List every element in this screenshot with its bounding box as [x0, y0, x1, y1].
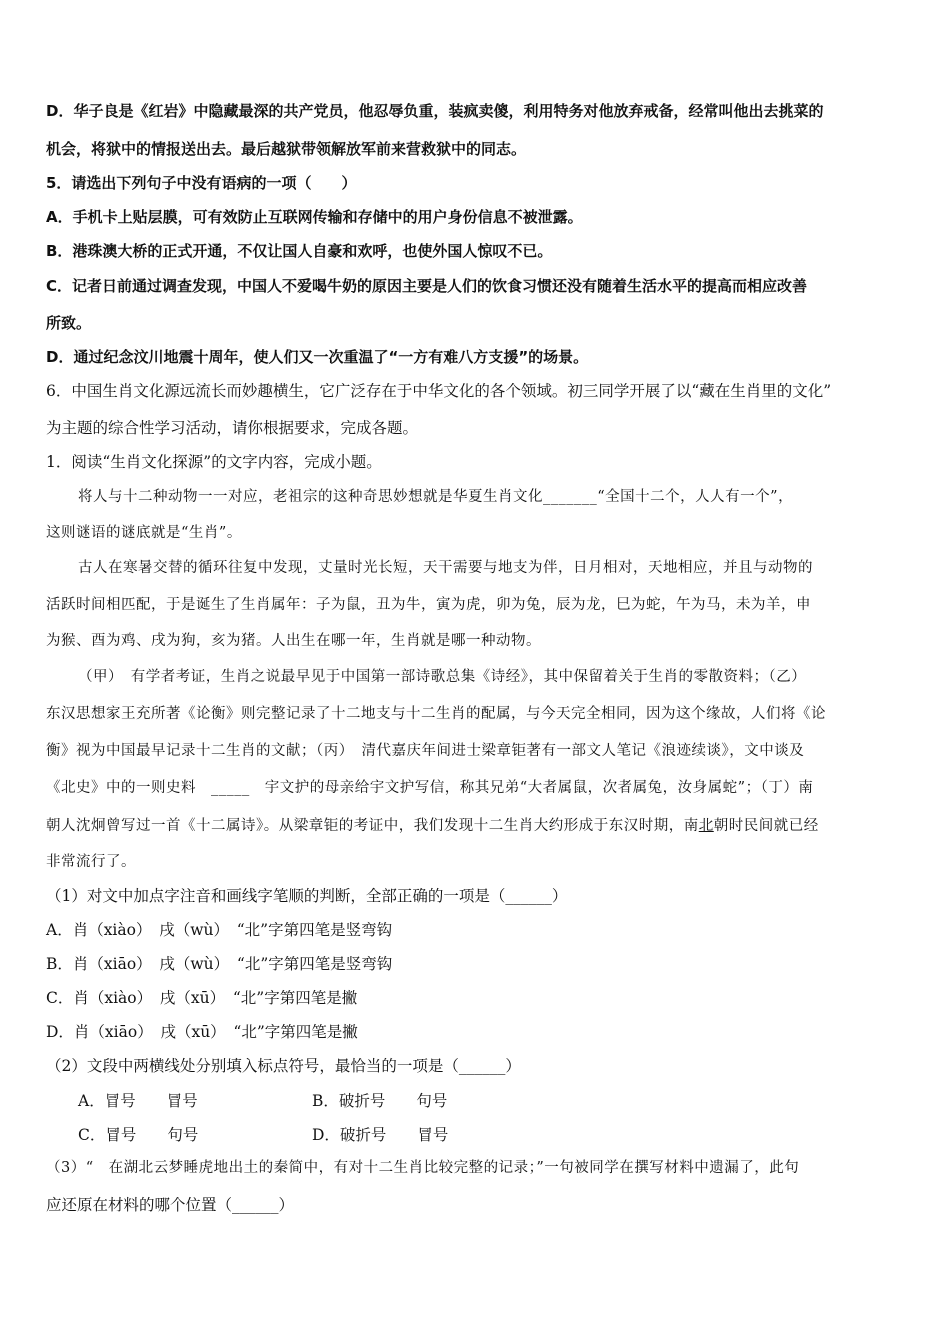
q5-option-c-line2: 所致。 — [46, 314, 92, 332]
passage-p3-line4: 《北史》中的一则史料 _____ 宇文护的母亲给宇文护写信，称其兄弟“大者属鼠，次者属兔，汝身属蛇”；（丁）南 — [46, 780, 814, 796]
q5-option-a: A．手机卡上贴层膜，可有效防止互联网传输和存储中的用户身份信息不被泄露。 — [46, 208, 583, 226]
sub-q2-option-a: A．冒号 冒号 — [78, 1092, 198, 1110]
passage-p3-line2: 东汉思想家王充所著《论衡》则完整记录了十二地支与十二生肖的配属，与今天完全相同，因为这个缘故，人们将《论 — [46, 706, 826, 722]
sub-q3-line1: （3）“ 在湖北云梦睡虎地出土的秦简中，有对十二生肖比较完整的记录；”一句被同学在撰写材料中遗漏了，此句 — [46, 1160, 800, 1176]
q5-stem: 5．请选出下列句子中没有语病的一项（ ） — [46, 174, 357, 192]
q4-option-d-line1: D．华子良是《红岩》中隐藏最深的共产党员，他忍辱负重，装疯卖傻，利用特务对他放弃戒备，经常叫他出去挑菜的 — [46, 102, 824, 120]
passage-p2-line2: 活跃时间相匹配，于是诞生了生肖属年：子为鼠，丑为牛，寅为虎，卯为兔，辰为龙，巳为蛇，午为马，未为羊，申 — [46, 597, 811, 613]
q6-intro-line1: 6．中国生肖文化源远流长而妙趣横生，它广泛存在于中华文化的各个领域。初三同学开展了以“藏在生肖里的文化” — [46, 382, 832, 400]
passage-p3-line1: （甲） 有学者考证，生肖之说最早见于中国第一部诗歌总集《诗经》，其中保留着关于生肖的零散资料；（乙） — [78, 669, 807, 685]
passage-p1-line1: 将人与十二种动物一一对应，老祖宗的这种奇思妙想就是华夏生肖文化_______“全国十二个，人人有一个”， — [78, 489, 794, 505]
sub-q1-stem: （1）对文中加点字注音和画线字笔顺的判断，全部正确的一项是（______） — [46, 887, 568, 905]
q6-sub1-heading: 1．阅读“生肖文化探源”的文字内容，完成小题。 — [46, 453, 382, 471]
passage-p2-line3: 为猴、酉为鸡、戌为狗，亥为猪。人出生在哪一年，生肖就是哪一种动物。 — [46, 633, 541, 649]
sub-q3-line2: 应还原在材料的哪个位置（______） — [46, 1196, 295, 1214]
passage-p3-line3: 衡》视为中国最早记录十二生肖的文献；（丙） 清代嘉庆年间进士梁章钜著有一部文人笔记《浪迹续谈》，文中谈及 — [46, 743, 805, 759]
sub-q2-stem: （2）文段中两横线处分别填入标点符号，最恰当的一项是（______） — [46, 1057, 521, 1075]
sub-q1-option-a: A．肖（xiào） 戌（wù） “北”字第四笔是竖弯钩 — [46, 921, 393, 939]
q6-intro-line2: 为主题的综合性学习活动，请你根据要求，完成各题。 — [46, 419, 419, 437]
passage-p3-line5 — [46, 815, 819, 837]
q5-option-d: D．通过纪念汶川地震十周年，使人们又一次重温了“一方有难八方支援”的场景。 — [46, 348, 589, 366]
passage-p1-line2: 这则谜语的谜底就是“生肖”。 — [46, 525, 242, 541]
sub-q1-option-c: C．肖（xiào） 戌（xū） “北”字第四笔是撇 — [46, 989, 358, 1007]
sub-q2-option-c: C．冒号 句号 — [78, 1126, 199, 1144]
q5-option-b: B．港珠澳大桥的正式开通，不仅让国人自豪和欢呼，也使外国人惊叹不已。 — [46, 242, 553, 260]
sub-q2-option-b: B．破折号 句号 — [312, 1092, 448, 1110]
passage-p3-line5-post: 朝时民间就已经 — [713, 818, 819, 834]
sub-q2-option-d: D．破折号 冒号 — [312, 1126, 449, 1144]
q5-option-c-line1: C．记者日前通过调查发现，中国人不爱喝牛奶的原因主要是人们的饮食习惯还没有随着生活水平的提高而相应改善 — [46, 277, 808, 295]
passage-p3-line5-pre: 朝人沈炯曾写过一首《十二属诗》。从梁章钜的考证中，我们发现十二生肖大约形成于东汉时期，南 — [46, 818, 699, 834]
q4-option-d-line2: 机会，将狱中的情报送出去。最后越狱带领解放军前来营救狱中的同志。 — [46, 140, 527, 158]
passage-p3-line6: 非常流行了。 — [46, 854, 136, 870]
underlined-char-bei: 北 — [698, 818, 714, 834]
passage-p2-line1: 古人在寒暑交替的循环往复中发现，丈量时光长短，天干需要与地支为伴，日月相对，天地相应，并且与动物的 — [78, 560, 813, 576]
sub-q1-option-d: D．肖（xiāo） 戌（xū） “北”字第四笔是撇 — [46, 1023, 358, 1041]
sub-q1-option-b: B．肖（xiāo） 戌（wù） “北”字第四笔是竖弯钩 — [46, 955, 393, 973]
